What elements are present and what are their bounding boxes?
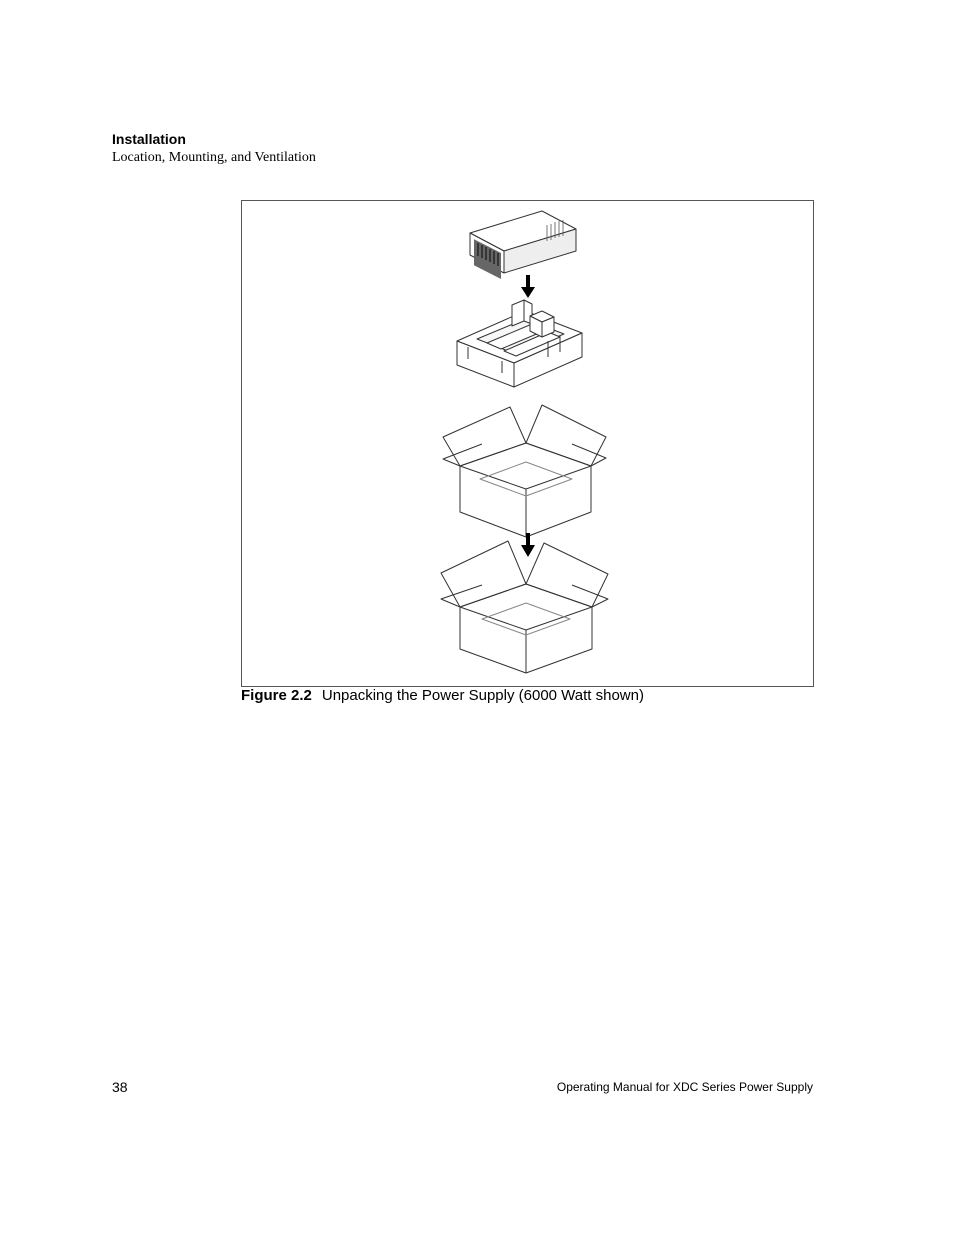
page-number: 38 (112, 1079, 128, 1095)
power-supply-unit-drawing (470, 211, 576, 279)
figure-caption-text: Unpacking the Power Supply (6000 Watt shown) (321, 687, 644, 704)
figure-label: Figure 2.2 (241, 687, 312, 704)
open-box-drawing (443, 405, 606, 537)
outer-box-drawing (441, 541, 608, 673)
footer-document-title: Operating Manual for XDC Series Power Supply (556, 1080, 813, 1094)
foam-packing-drawing (457, 300, 582, 387)
figure-frame (241, 200, 814, 687)
down-arrow-icon (521, 533, 535, 557)
down-arrow-icon (521, 275, 535, 298)
section-heading: Installation (112, 131, 186, 147)
figure-caption (241, 687, 644, 704)
unpacking-illustration (242, 201, 813, 686)
subsection-heading: Location, Mounting, and Ventilation (112, 150, 316, 165)
